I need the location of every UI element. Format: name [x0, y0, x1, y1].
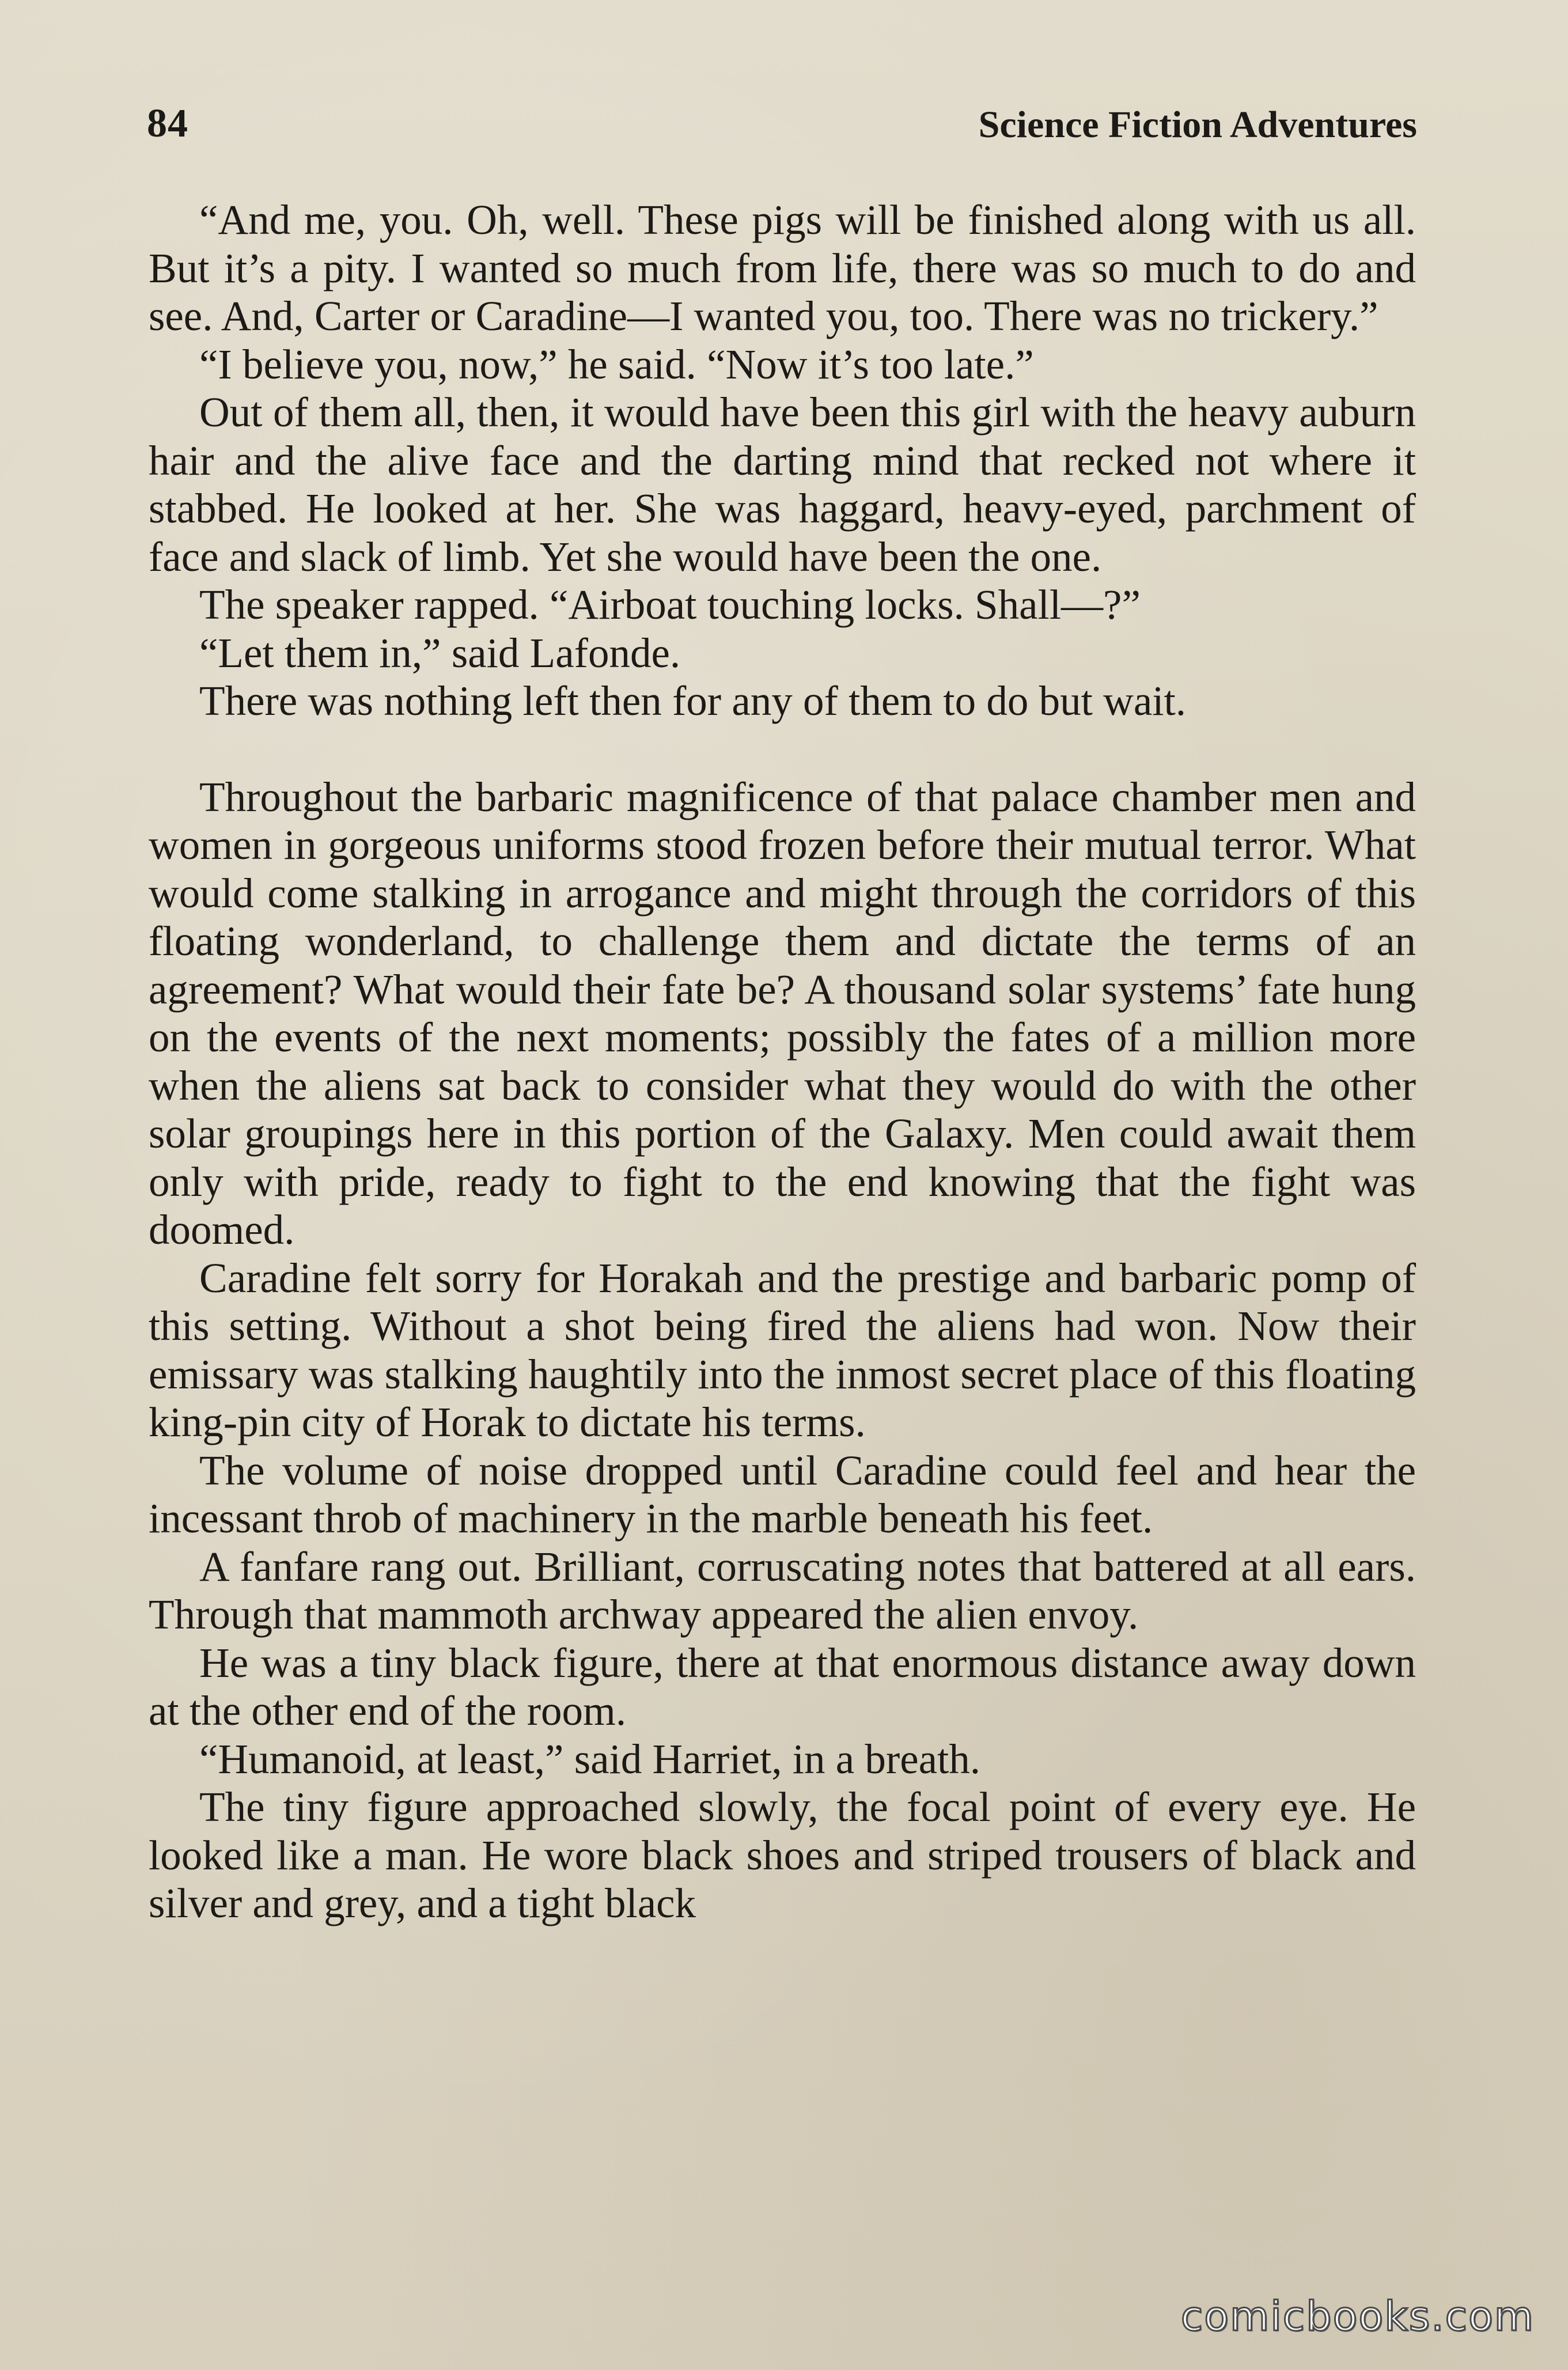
body-text: [149, 196, 1416, 1928]
paragraph: Caradine felt sorry for Horakah and the prestige and barbaric pomp of this setting. Without a shot being fired the aliens had won. Now their emissary was stalking haughtily into the inmost secret place of this floating king-pin city of Horak to dictate his terms.: [149, 1254, 1416, 1445]
running-title: Science Fiction Adventures: [978, 104, 1417, 146]
paragraph: The tiny figure approached slowly, the focal point of every eye. He looked like a man. He wore black shoes and striped trousers of black and silver and grey, and a tight black: [149, 1784, 1416, 1926]
paragraph: He was a tiny black figure, there at that enormous distance away down at the other end of the room.: [149, 1639, 1416, 1734]
paragraph: The volume of noise dropped until Caradine could feel and hear the incessant throb of machinery in the marble beneath his feet.: [149, 1447, 1416, 1542]
paragraph: The speaker rapped. “Airboat touching locks. Shall—?”: [199, 581, 1141, 628]
paragraph: “Humanoid, at least,” said Harriet, in a breath.: [199, 1735, 981, 1782]
watermark: comicbooks.com: [1180, 2293, 1535, 2340]
paragraph: A fanfare rang out. Brilliant, corruscating notes that battered at all ears. Through that mammoth archway appeared the alien envoy.: [149, 1543, 1416, 1638]
section-break: [149, 725, 1416, 773]
paragraph: “Let them in,” said Lafonde.: [199, 629, 681, 676]
page-header: [147, 101, 1417, 158]
page-number: 84: [147, 101, 188, 146]
paragraph: “I believe you, now,” he said. “Now it’s too late.”: [199, 340, 1034, 388]
paragraph: Throughout the barbaric magnificence of that palace chamber men and women in gorgeous uniforms stood frozen before their mutual terror. What would come stalking in arrogance and might through the corridors of this floating wonderland, to challenge them and dictate the terms of an agreement? What would their fate be? A thousand solar systems’ fate hung on the events of the next moments; possibly the fates of a million more when the aliens sat back to consider what they would do with the other solar groupings here in this portion of the Galaxy. Men could await them only with pride, ready to fight to the end knowing that the fight was doomed.: [149, 773, 1416, 1253]
paragraph: “And me, you. Oh, well. These pigs will be finished along with us all. But it’s a pity. I wanted so much from life, there was so much to do and see. And, Carter or Caradine—I wanted you, too. There was no trickery.”: [149, 196, 1416, 339]
paragraph: There was nothing left then for any of them to do but wait.: [199, 677, 1187, 724]
paragraph: Out of them all, then, it would have been this girl with the heavy auburn hair and the alive face and the darting mind that recked not where it stabbed. He looked at her. She was haggard, heavy-eyed, parchment of face and slack of limb. Yet she would have been the one.: [149, 389, 1416, 580]
